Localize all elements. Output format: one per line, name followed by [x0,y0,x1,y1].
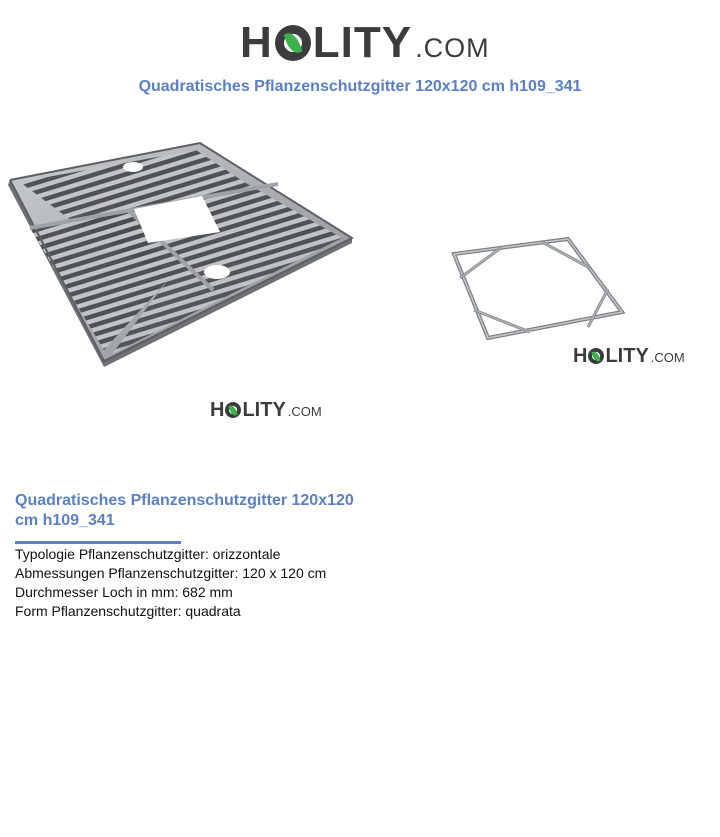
leaf-o-icon [275,25,311,61]
spec-abmessungen: Abmessungen Pflanzenschutzgitter: 120 x 120 cm [15,565,327,581]
spec-durchmesser: Durchmesser Loch in mm: 682 mm [15,584,233,600]
page-title: Quadratisches Pflanzenschutzgitter 120x120 cm h109_341 [138,78,582,95]
logo-letter: H [573,345,588,367]
tree-grate-image [8,140,354,368]
product-heading: Quadratisches Pflanzenschutzgitter 120x120 cm h109_341 [15,492,354,529]
logo-letters: LITY [312,18,413,67]
leaf-o-icon [588,348,604,364]
holity-logo-small [210,399,322,422]
leaf-o-icon [225,402,241,418]
holity-logo[interactable] [240,18,490,68]
logo-letters: LITY [605,345,649,367]
spec-list [15,545,326,621]
tree-grate-frame-image [450,234,626,342]
spec-typologie: Typologie Pflanzenschutzgitter: orizzontale [15,546,281,562]
spec-form: Form Pflanzenschutzgitter: quadrata [15,603,241,619]
holity-logo-small [573,345,685,368]
logo-letters: LITY [242,399,286,421]
logo-suffix: .COM [287,404,322,419]
heading-underline [15,541,181,544]
logo-suffix: .COM [650,350,685,365]
logo-letter: H [240,18,273,67]
logo-suffix: .COM [415,33,490,63]
logo-letter: H [210,399,225,421]
